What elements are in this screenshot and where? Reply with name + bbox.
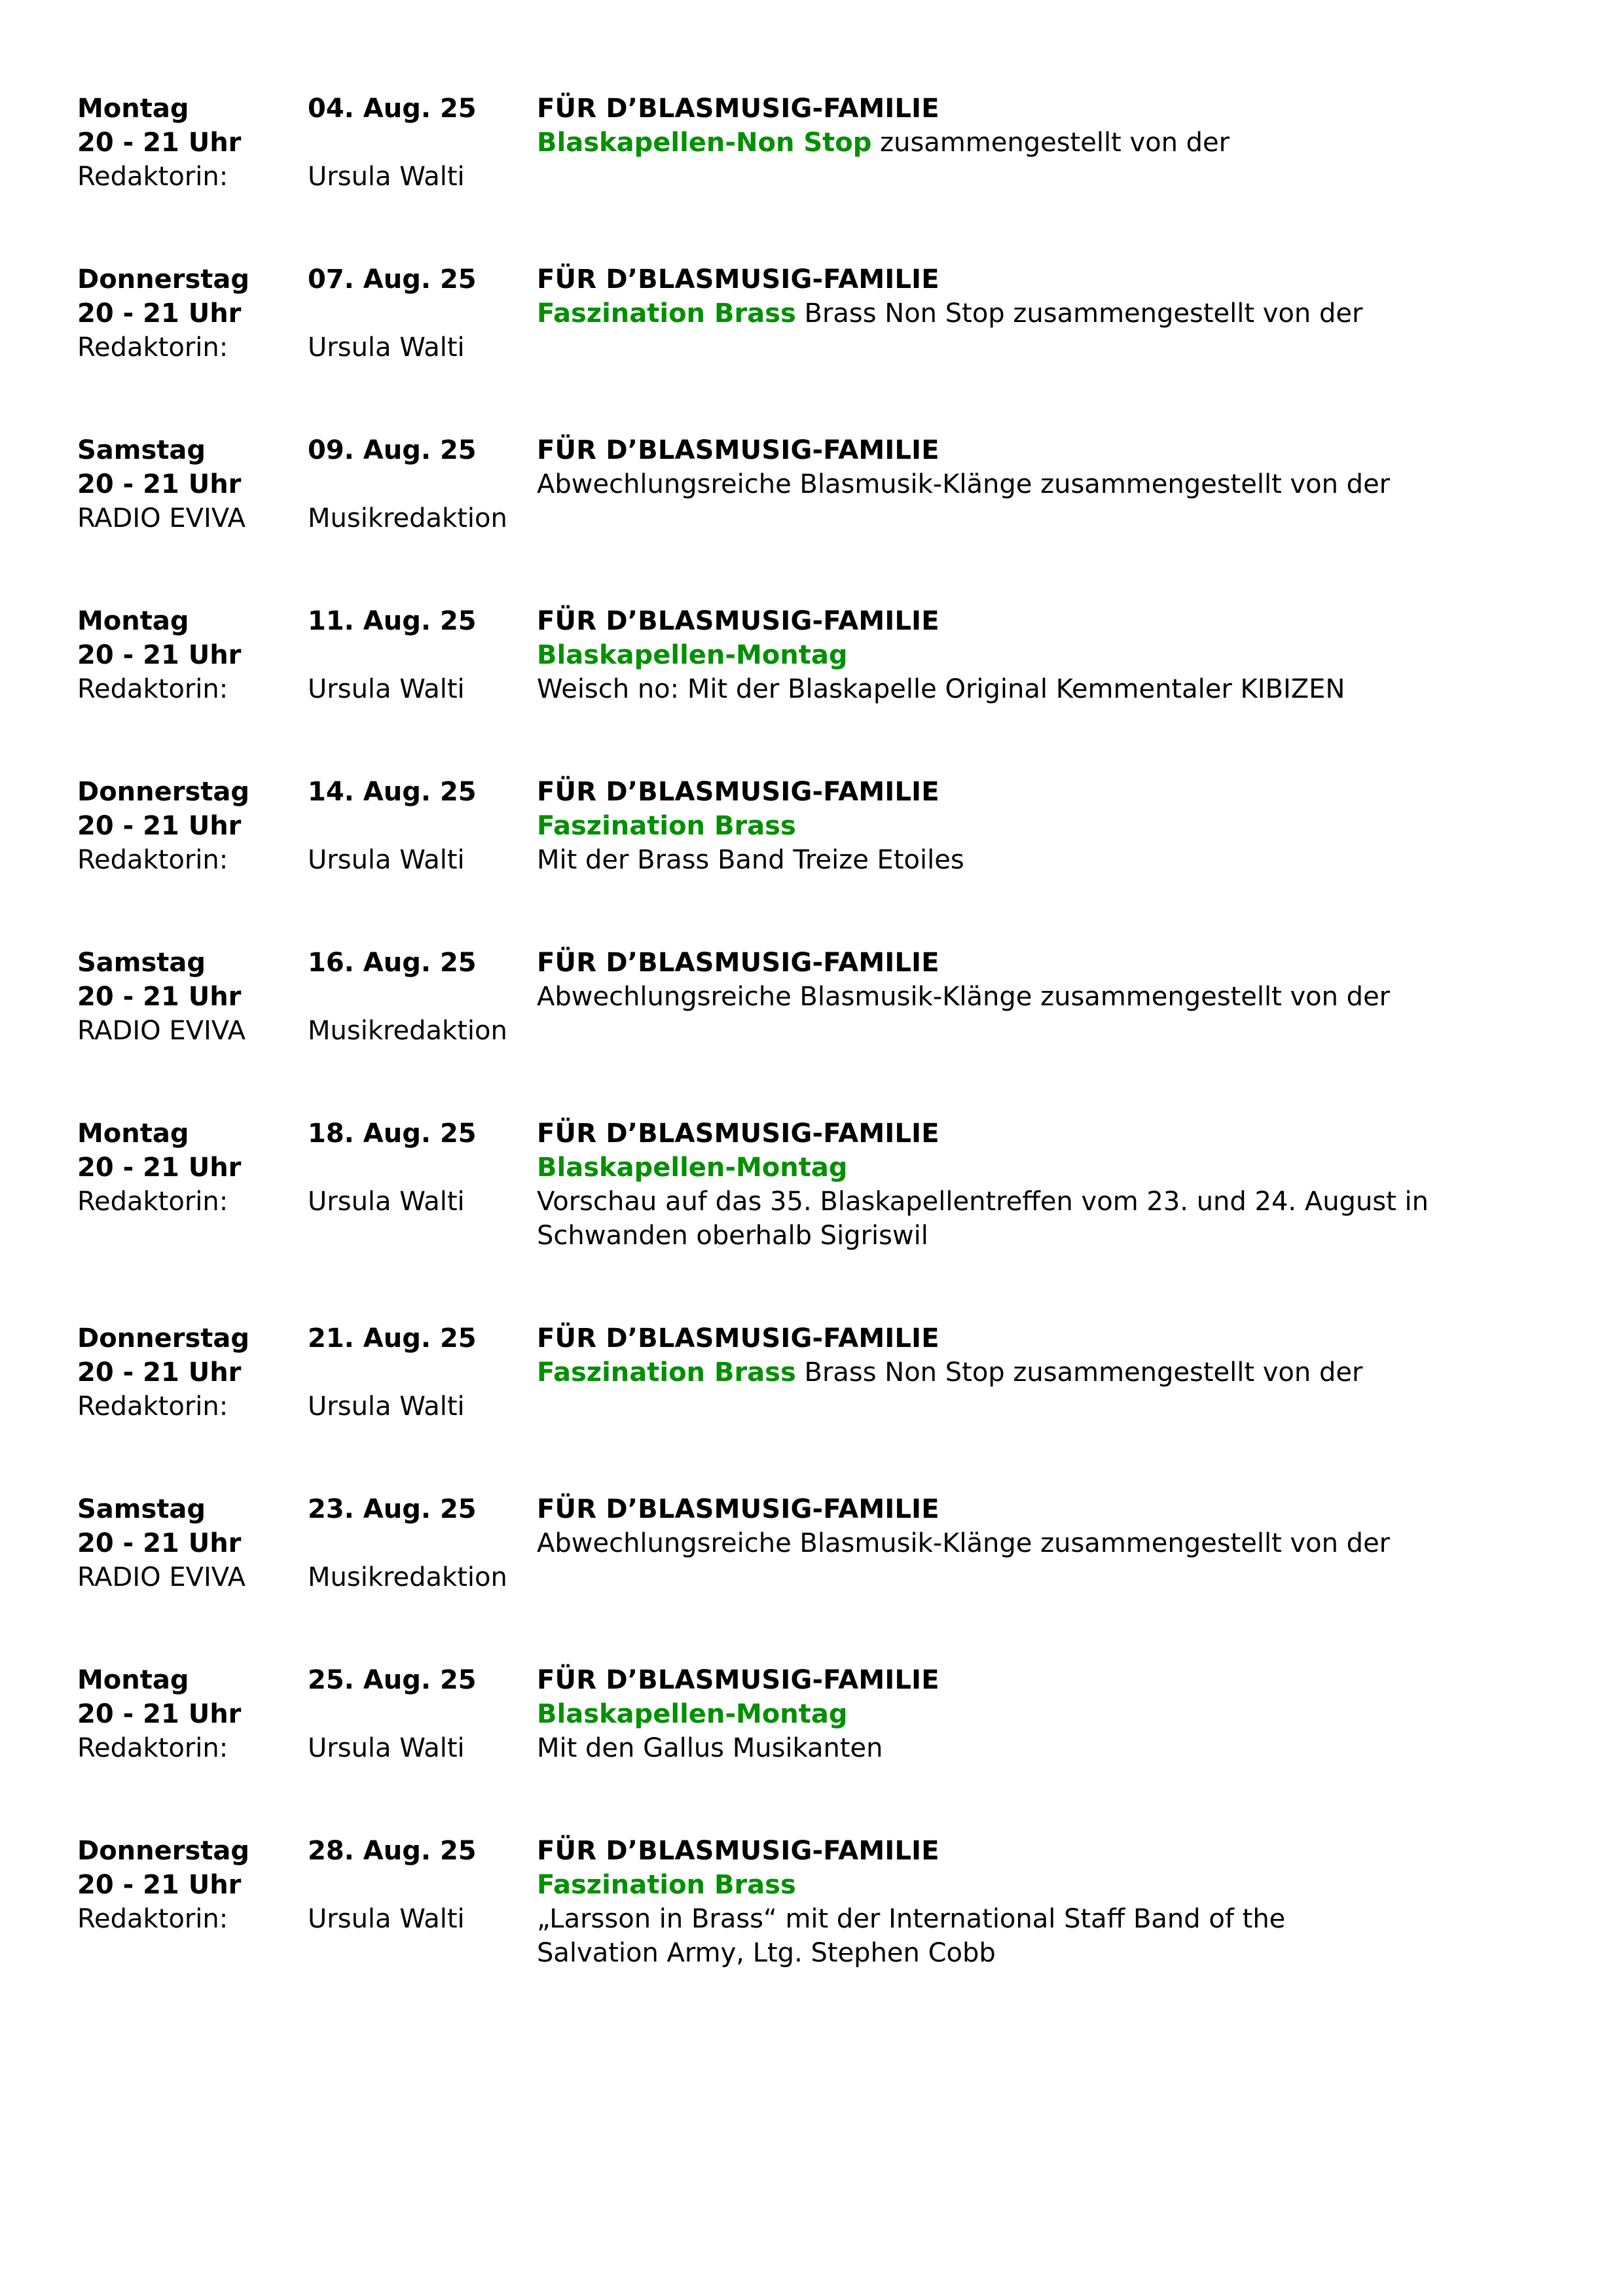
entry-detail-line-2: Salvation Army, Ltg. Stephen Cobb	[537, 1938, 996, 1968]
entry-time-row	[77, 1151, 1544, 1185]
entry-credit-row	[77, 1560, 1544, 1594]
entry-highlight-tail: Brass Non Stop zusammengestellt von der	[795, 1357, 1363, 1388]
entry-time-row	[77, 467, 1544, 501]
entry-credit-name: Ursula Walti	[308, 1391, 465, 1422]
schedule-entry	[77, 604, 1544, 706]
entry-broadcast-time: 20 - 21 Uhr	[77, 128, 242, 158]
schedule-entry	[77, 775, 1544, 877]
entry-broadcast-time: 20 - 21 Uhr	[77, 640, 242, 670]
entry-weekday: Samstag	[77, 948, 206, 978]
entry-weekday: Montag	[77, 1119, 189, 1149]
entry-subtitle	[537, 980, 1544, 1014]
entry-credit-name: Ursula Walti	[308, 1187, 465, 1217]
entry-detail-line-1: Vorschau auf das 35. Blaskapellentreffen vom 23. und 24. August in	[537, 1187, 1429, 1217]
programme-title: FÜR D’BLASMUSIG-FAMILIE	[537, 94, 939, 124]
programme-title: FÜR D’BLASMUSIG-FAMILIE	[537, 435, 939, 465]
entry-broadcast-time: 20 - 21 Uhr	[77, 1870, 242, 1900]
entry-detail	[537, 672, 1544, 706]
entry-subtitle	[537, 1151, 1544, 1185]
entry-subtitle	[537, 638, 1544, 672]
entry-credit-row	[77, 1902, 1544, 1970]
entry-detail-line-1: Mit den Gallus Musikanten	[537, 1733, 883, 1763]
programme-title: FÜR D’BLASMUSIG-FAMILIE	[537, 1119, 939, 1149]
entry-broadcast-time: 20 - 21 Uhr	[77, 1699, 242, 1729]
entry-highlight-label: Blaskapellen-Montag	[537, 1153, 848, 1183]
entry-date: 07. Aug. 25	[308, 264, 477, 295]
entry-date: 04. Aug. 25	[308, 94, 477, 124]
entry-credit-name: Musikredaktion	[308, 503, 507, 533]
entry-header-row	[77, 262, 1544, 296]
schedule-entry	[77, 92, 1544, 194]
entry-credit-label: RADIO EVIVA	[77, 1016, 246, 1046]
entry-highlight-label: Blaskapellen-Montag	[537, 1699, 848, 1729]
entry-credit-label: RADIO EVIVA	[77, 1562, 246, 1592]
entry-credit-name: Ursula Walti	[308, 162, 465, 192]
entry-subtitle	[537, 1697, 1544, 1731]
schedule-entry	[77, 1834, 1544, 1970]
entry-detail	[537, 1902, 1544, 1970]
entry-highlight-tail: Brass Non Stop zusammengestellt von der	[795, 298, 1363, 329]
entry-date: 28. Aug. 25	[308, 1836, 477, 1866]
entry-credit-row	[77, 843, 1544, 877]
entry-detail-line-1: Mit der Brass Band Treize Etoiles	[537, 845, 964, 875]
entry-weekday: Samstag	[77, 1494, 206, 1524]
entry-credit-name: Ursula Walti	[308, 332, 465, 363]
entry-time-row	[77, 1868, 1544, 1902]
entry-header-row	[77, 775, 1544, 809]
schedule-entry	[77, 433, 1544, 535]
entry-detail	[537, 1185, 1544, 1253]
entry-credit-name: Musikredaktion	[308, 1016, 507, 1046]
entry-time-row	[77, 809, 1544, 843]
entry-credit-row	[77, 1185, 1544, 1253]
entry-highlight-tail: zusammengestellt von der	[871, 128, 1230, 158]
entry-broadcast-time: 20 - 21 Uhr	[77, 469, 242, 499]
entry-highlight-label: Blaskapellen-Non Stop	[537, 128, 872, 158]
entry-date: 18. Aug. 25	[308, 1119, 477, 1149]
entry-time-row	[77, 1355, 1544, 1390]
entry-broadcast-time: 20 - 21 Uhr	[77, 1357, 242, 1388]
entry-credit-label: Redaktorin:	[77, 332, 228, 363]
schedule-entry	[77, 946, 1544, 1048]
entry-header-row	[77, 604, 1544, 638]
entry-weekday: Donnerstag	[77, 1323, 250, 1354]
entry-broadcast-time: 20 - 21 Uhr	[77, 1153, 242, 1183]
entry-date: 11. Aug. 25	[308, 606, 477, 636]
entry-credit-label: Redaktorin:	[77, 1904, 228, 1934]
entry-credit-label: Redaktorin:	[77, 162, 228, 192]
entry-highlight-tail: Abwechlungsreiche Blasmusik-Klänge zusammengestellt von der	[537, 469, 1391, 499]
entry-highlight-tail: Abwechlungsreiche Blasmusik-Klänge zusammengestellt von der	[537, 982, 1391, 1012]
entry-credit-row	[77, 672, 1544, 706]
entry-weekday: Donnerstag	[77, 777, 250, 807]
entry-detail-line-1: Weisch no: Mit der Blaskapelle Original Kemmentaler KIBIZEN	[537, 674, 1345, 704]
entry-credit-row	[77, 331, 1544, 365]
schedule-entry	[77, 1663, 1544, 1765]
schedule-entry	[77, 1117, 1544, 1253]
entry-broadcast-time: 20 - 21 Uhr	[77, 811, 242, 841]
entry-date: 09. Aug. 25	[308, 435, 477, 465]
entry-time-row	[77, 980, 1544, 1014]
entry-highlight-label: Faszination Brass	[537, 1870, 796, 1900]
entry-broadcast-time: 20 - 21 Uhr	[77, 298, 242, 329]
programme-title: FÜR D’BLASMUSIG-FAMILIE	[537, 1665, 939, 1695]
entry-credit-label: RADIO EVIVA	[77, 503, 246, 533]
entry-time-row	[77, 126, 1544, 160]
entry-credit-name: Ursula Walti	[308, 674, 465, 704]
entry-date: 25. Aug. 25	[308, 1665, 477, 1695]
entry-highlight-label: Faszination Brass	[537, 298, 796, 329]
programme-title: FÜR D’BLASMUSIG-FAMILIE	[537, 948, 939, 978]
programme-title: FÜR D’BLASMUSIG-FAMILIE	[537, 1494, 939, 1524]
entry-header-row	[77, 433, 1544, 467]
entry-header-row	[77, 1663, 1544, 1697]
entry-credit-row	[77, 501, 1544, 535]
entry-subtitle	[537, 809, 1544, 843]
entry-credit-name: Ursula Walti	[308, 1904, 465, 1934]
entry-weekday: Montag	[77, 1665, 189, 1695]
entry-subtitle	[537, 296, 1544, 331]
entry-highlight-tail: Abwechlungsreiche Blasmusik-Klänge zusammengestellt von der	[537, 1528, 1391, 1558]
entry-credit-row	[77, 1731, 1544, 1765]
entry-credit-label: Redaktorin:	[77, 1733, 228, 1763]
entry-subtitle	[537, 1868, 1544, 1902]
entry-credit-row	[77, 160, 1544, 194]
entry-credit-row	[77, 1014, 1544, 1048]
entry-credit-row	[77, 1390, 1544, 1424]
programme-title: FÜR D’BLASMUSIG-FAMILIE	[537, 1836, 939, 1866]
programme-title: FÜR D’BLASMUSIG-FAMILIE	[537, 606, 939, 636]
programme-title: FÜR D’BLASMUSIG-FAMILIE	[537, 264, 939, 295]
entry-header-row	[77, 1117, 1544, 1151]
entry-broadcast-time: 20 - 21 Uhr	[77, 982, 242, 1012]
entry-highlight-label: Faszination Brass	[537, 1357, 796, 1388]
entry-time-row	[77, 638, 1544, 672]
entry-highlight-label: Faszination Brass	[537, 811, 796, 841]
entry-weekday: Donnerstag	[77, 264, 250, 295]
entry-time-row	[77, 1526, 1544, 1560]
entry-time-row	[77, 296, 1544, 331]
schedule-entry	[77, 262, 1544, 365]
entry-header-row	[77, 92, 1544, 126]
entry-subtitle	[537, 126, 1544, 160]
entry-weekday: Donnerstag	[77, 1836, 250, 1866]
entry-credit-label: Redaktorin:	[77, 845, 228, 875]
entry-credit-label: Redaktorin:	[77, 1391, 228, 1422]
entry-weekday: Samstag	[77, 435, 206, 465]
schedule-entry	[77, 1492, 1544, 1594]
entry-header-row	[77, 1321, 1544, 1355]
entry-date: 21. Aug. 25	[308, 1323, 477, 1354]
entry-highlight-label: Blaskapellen-Montag	[537, 640, 848, 670]
entry-credit-name: Ursula Walti	[308, 845, 465, 875]
schedule-entry	[77, 1321, 1544, 1424]
entry-header-row	[77, 1492, 1544, 1526]
entry-weekday: Montag	[77, 94, 189, 124]
entry-credit-name: Musikredaktion	[308, 1562, 507, 1592]
entry-detail-line-2: Schwanden oberhalb Sigriswil	[537, 1221, 928, 1251]
entry-weekday: Montag	[77, 606, 189, 636]
entry-subtitle	[537, 467, 1544, 501]
entry-header-row	[77, 1834, 1544, 1868]
entry-header-row	[77, 946, 1544, 980]
entry-date: 23. Aug. 25	[308, 1494, 477, 1524]
entry-time-row	[77, 1697, 1544, 1731]
entry-detail	[537, 1731, 1544, 1765]
entry-date: 16. Aug. 25	[308, 948, 477, 978]
entry-detail	[537, 843, 1544, 877]
programme-title: FÜR D’BLASMUSIG-FAMILIE	[537, 1323, 939, 1354]
entry-subtitle	[537, 1355, 1544, 1390]
entry-credit-label: Redaktorin:	[77, 674, 228, 704]
programme-schedule-list	[77, 92, 1544, 1970]
entry-detail-line-1: „Larsson in Brass“ mit der International Staff Band of the	[537, 1904, 1286, 1934]
entry-broadcast-time: 20 - 21 Uhr	[77, 1528, 242, 1558]
entry-credit-name: Ursula Walti	[308, 1733, 465, 1763]
programme-title: FÜR D’BLASMUSIG-FAMILIE	[537, 777, 939, 807]
entry-date: 14. Aug. 25	[308, 777, 477, 807]
entry-credit-label: Redaktorin:	[77, 1187, 228, 1217]
entry-subtitle	[537, 1526, 1544, 1560]
